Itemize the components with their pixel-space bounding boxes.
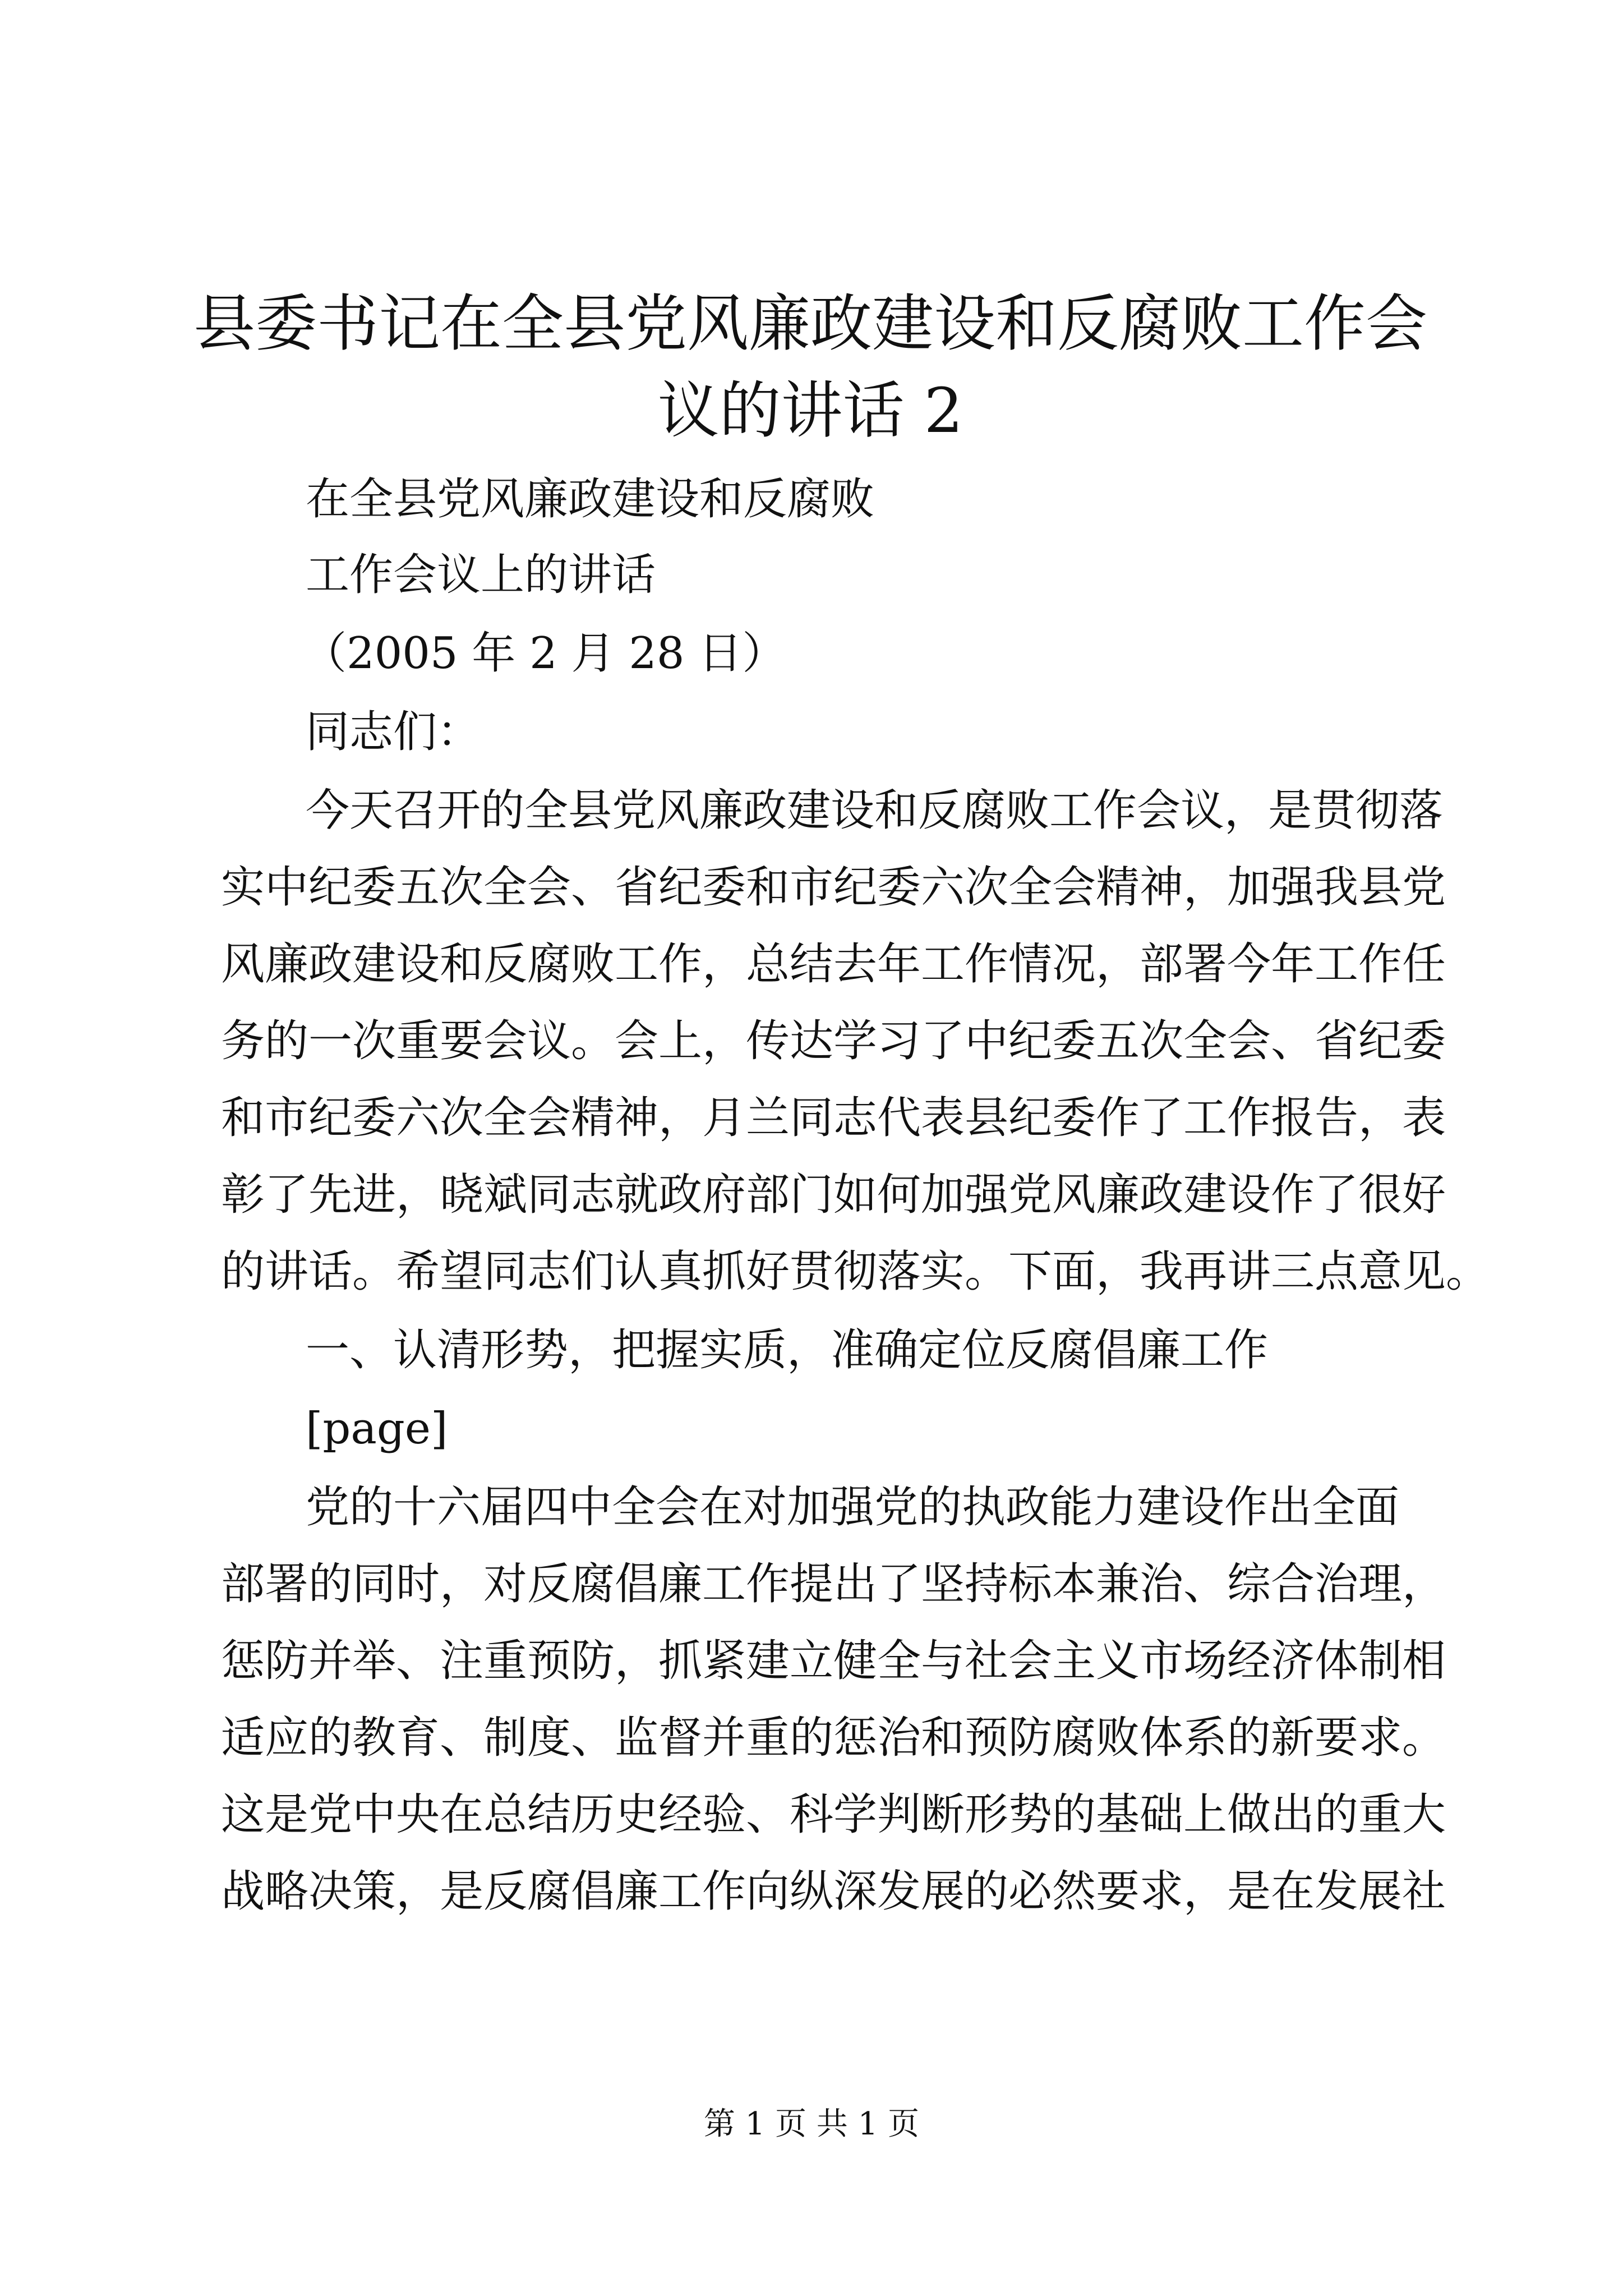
speech-subtitle-line-1: 在全县党风廉政建设和反腐败 bbox=[306, 474, 875, 524]
paragraph-line: 实中纪委五次全会、省纪委和市纪委六次全会精神，加强我县党 bbox=[221, 862, 1446, 913]
paragraph-line: 和市纪委六次全会精神，月兰同志代表县纪委作了工作报告，表 bbox=[221, 1093, 1446, 1143]
document-title bbox=[168, 280, 1453, 454]
paragraph-line: 惩防并举、注重预防，抓紧建立健全与社会主义市场经济体制相 bbox=[221, 1636, 1446, 1686]
speech-date: （2005 年 2 月 28 日） bbox=[303, 628, 786, 679]
section-heading: 一、认清形势，把握实质，准确定位反腐倡廉工作 bbox=[306, 1325, 1269, 1375]
salutation: 同志们： bbox=[306, 707, 481, 757]
title-line: 议的讲话 2 bbox=[657, 375, 963, 447]
title-line: 县委书记在全县党风廉政建设和反腐败工作会 bbox=[193, 288, 1427, 360]
paragraph-line: 今天召开的全县党风廉政建设和反腐败工作会议，是贯彻落 bbox=[306, 785, 1444, 836]
paragraph-line: 部署的同时，对反腐倡廉工作提出了坚持标本兼治、综合治理， bbox=[221, 1559, 1446, 1609]
paragraph-line: 的讲话。希望同志们认真抓好贯彻落实。下面，我再讲三点意见。 bbox=[221, 1246, 1490, 1297]
paragraph-line: 风廉政建设和反腐败工作，总结去年工作情况，部署今年工作任 bbox=[221, 939, 1446, 990]
paragraph-line: 务的一次重要会议。会上，传达学习了中纪委五次全会、省纪委 bbox=[221, 1016, 1446, 1066]
paragraph-line: 这是党中央在总结历史经验、科学判断形势的基础上做出的重大 bbox=[221, 1789, 1446, 1840]
paragraph-line: 党的十六届四中全会在对加强党的执政能力建设作出全面 bbox=[306, 1482, 1400, 1533]
paragraph-line: 战略决策，是反腐倡廉工作向纵深发展的必然要求，是在发展社 bbox=[221, 1866, 1446, 1917]
speech-subtitle-line-2: 工作会议上的讲话 bbox=[306, 550, 656, 600]
paragraph-line: 适应的教育、制度、监督并重的惩治和预防腐败体系的新要求。 bbox=[221, 1713, 1446, 1763]
page-marker: [page] bbox=[306, 1404, 448, 1454]
paragraph-line: 彰了先进，晓斌同志就政府部门如何加强党风廉政建设作了很好 bbox=[221, 1170, 1446, 1220]
page-footer: 第 1 页 共 1 页 bbox=[703, 2106, 920, 2142]
